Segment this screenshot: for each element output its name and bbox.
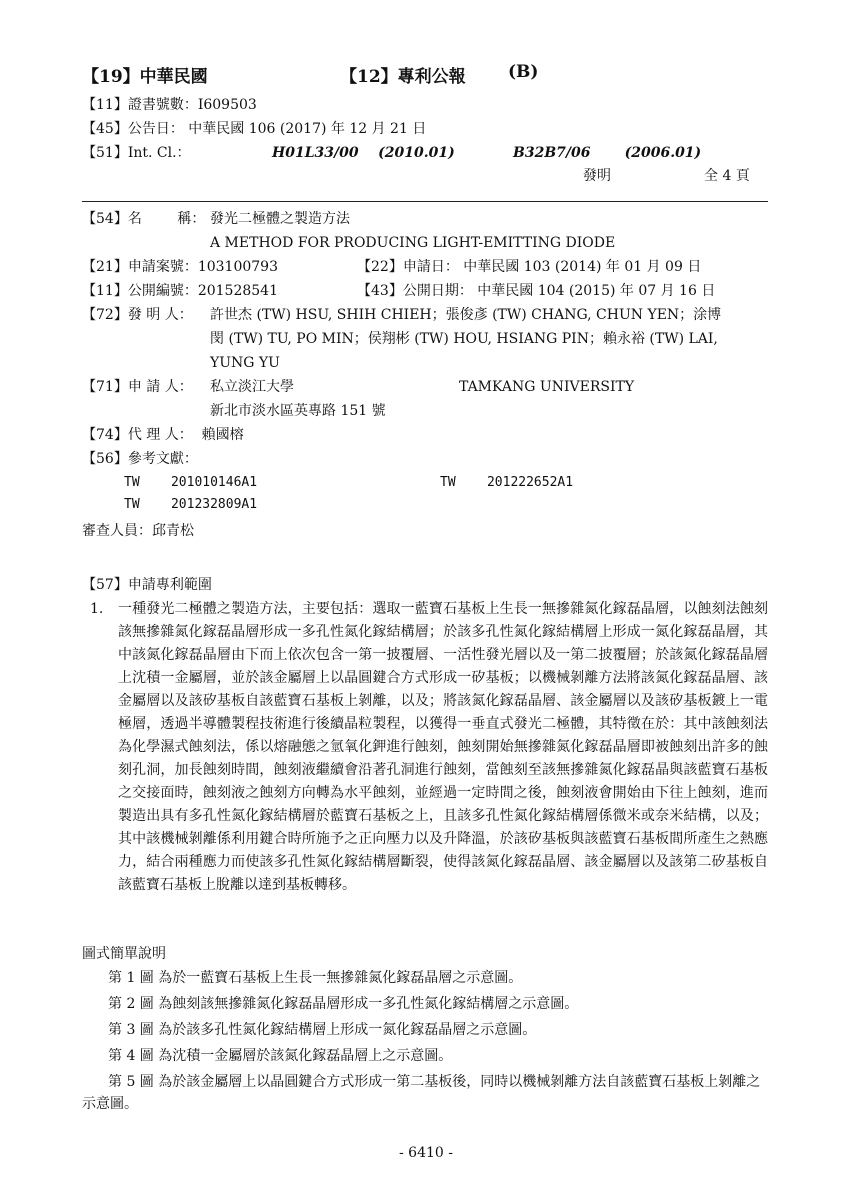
figure-description: 第 3 圖 為於該多孔性氮化鎵結構層上形成一氮化鎵磊晶層之示意圖。 [108, 1022, 537, 1038]
publication-date: 【43】公開日期： 中華民國 104 (2015) 年 07 月 16 日 [357, 283, 716, 299]
inventor-label: 【72】發 明 人： [82, 307, 193, 323]
intcl-code-1: H01L33/00 (2010.01) [272, 145, 455, 161]
reference-item: TW 201222652A1 [440, 475, 574, 490]
applicant-name-en: TAMKANG UNIVERSITY [459, 379, 635, 395]
inventors-line-2: 閔 (TW) TU, PO MIN；侯翔彬 (TW) HOU, HSIANG PIN；賴永裕 (TW) LAI, [210, 331, 718, 347]
applicant-name-zh: 私立淡江大學 [210, 379, 294, 395]
claim-text: 一種發光二極體之製造方法，主要包括：選取一藍寶石基板上生長一無摻雜氮化鎵磊晶層，以蝕刻法蝕刻該無摻雜氮化鎵磊晶層形成一多孔性氮化鎵結構層；於該多孔性氮化鎵結構層上形成一氮化鎵磊晶層，其中該氮化鎵磊晶層由下而上依次包含一第一披覆層、一活性發光層以及一第二披覆層；於該氮化鎵磊晶層上沈積一金屬層，並於該金屬層上以晶圓鍵合方式形成一矽基板；以機械剝離方法將該氮化鎵磊晶層、該金屬層以及該矽基板自該藍寶石基板上剝離，以及；將該氮化鎵磊晶層、該金屬層以及該矽基板鍍上一電極層，透過半導體製程技術進行後續晶粒製程，以獲得一垂直式發光二極體，其特徵在於：其中該蝕刻法為化學濕式蝕刻法，係以熔融態之氫氧化鉀進行蝕刻，蝕刻開始無摻雜氮化鎵磊晶層即被蝕刻出許多的蝕刻孔洞，加長蝕刻時間，蝕刻液繼續會沿著孔洞進行蝕刻，當蝕刻至該無摻雜氮化鎵磊晶與該藍寶石基板之交接面時，蝕刻液之蝕刻方向轉為水平蝕刻，並經過一定時間之後，蝕刻液會開始由下往上蝕刻，進而製造出具有多孔性氮化鎵結構層於藍寶石基板之上，且該多孔性氮化鎵結構層係微米或奈米結構，以及；其中該機械剝離係利用鍵合時所施予之正向壓力以及升降溫，於該矽基板與該藍寶石基板間所產生之熱應力，結合兩種應力而使該多孔性氮化鎵結構層斷裂，使得該氮化鎵磊晶層、該金屬層以及該第二矽基板自該藍寶石基板上脫離以達到基板轉移。 [118, 601, 768, 893]
inventors-line-1: 許世杰 (TW) HSU, SHIH CHIEH；張俊彥 (TW) CHANG, CHUN YEN；涂博 [210, 307, 722, 323]
reference-item: TW 201232809A1 [124, 497, 258, 512]
patent-category: 發明 [583, 168, 611, 184]
intcl-code-2: B32B7/06 (2006.01) [513, 145, 702, 161]
certificate-number: 【11】證書號數：I609503 [82, 97, 257, 113]
page-count: 全 4 頁 [704, 168, 750, 184]
figure-description: 第 4 圖 為沈積一金屬層於該氮化鎵磊晶層上之示意圖。 [108, 1048, 453, 1064]
claims-heading: 【57】申請專利範圍 [82, 577, 212, 593]
applicant-label: 【71】申 請 人： [82, 379, 193, 395]
application-date: 【22】申請日： 中華民國 103 (2014) 年 01 月 09 日 [357, 259, 702, 275]
title-en: A METHOD FOR PRODUCING LIGHT-EMITTING DIODE [210, 235, 616, 251]
title-label: 【54】名 稱： [82, 211, 206, 227]
agent: 【74】代 理 人： 賴國榕 [82, 427, 244, 443]
title-zh: 發光二極體之製造方法 [210, 211, 350, 227]
country-label: 【19】中華民國 [82, 67, 208, 87]
inventors-line-3: YUNG YU [210, 355, 280, 371]
intcl-label: 【51】Int. Cl.： [82, 145, 191, 161]
reference-item: TW 201010146A1 [124, 475, 258, 490]
claim-number: 1. [90, 601, 104, 617]
document-kind: (B) [508, 62, 539, 82]
figures-heading: 圖式簡單說明 [82, 946, 166, 962]
figure-description: 第 5 圖 為於該金屬層上以晶圓鍵合方式形成一第二基板後，同時以機械剝離方法自該藍寶石基板上剝離之示意圖。 [82, 1074, 761, 1112]
announcement-date: 【45】公告日： 中華民國 106 (2017) 年 12 月 21 日 [82, 121, 427, 137]
application-number: 【21】申請案號：103100793 [82, 259, 278, 275]
references-label: 【56】參考文獻： [82, 451, 198, 467]
figure-description: 第 2 圖 為蝕刻該無摻雜氮化鎵磊晶層形成一多孔性氮化鎵結構層之示意圖。 [108, 996, 579, 1012]
page-number: - 6410 - [399, 1145, 453, 1161]
figure-description: 第 1 圖 為於一藍寶石基板上生長一無摻雜氮化鎵磊晶層之示意圖。 [108, 970, 523, 986]
header-divider [82, 201, 768, 202]
document-type: 【12】專利公報 [340, 67, 466, 87]
applicant-address: 新北市淡水區英專路 151 號 [210, 403, 386, 419]
publication-number: 【11】公開編號：201528541 [82, 283, 278, 299]
examiner: 審查人員：邱青松 [82, 523, 194, 539]
